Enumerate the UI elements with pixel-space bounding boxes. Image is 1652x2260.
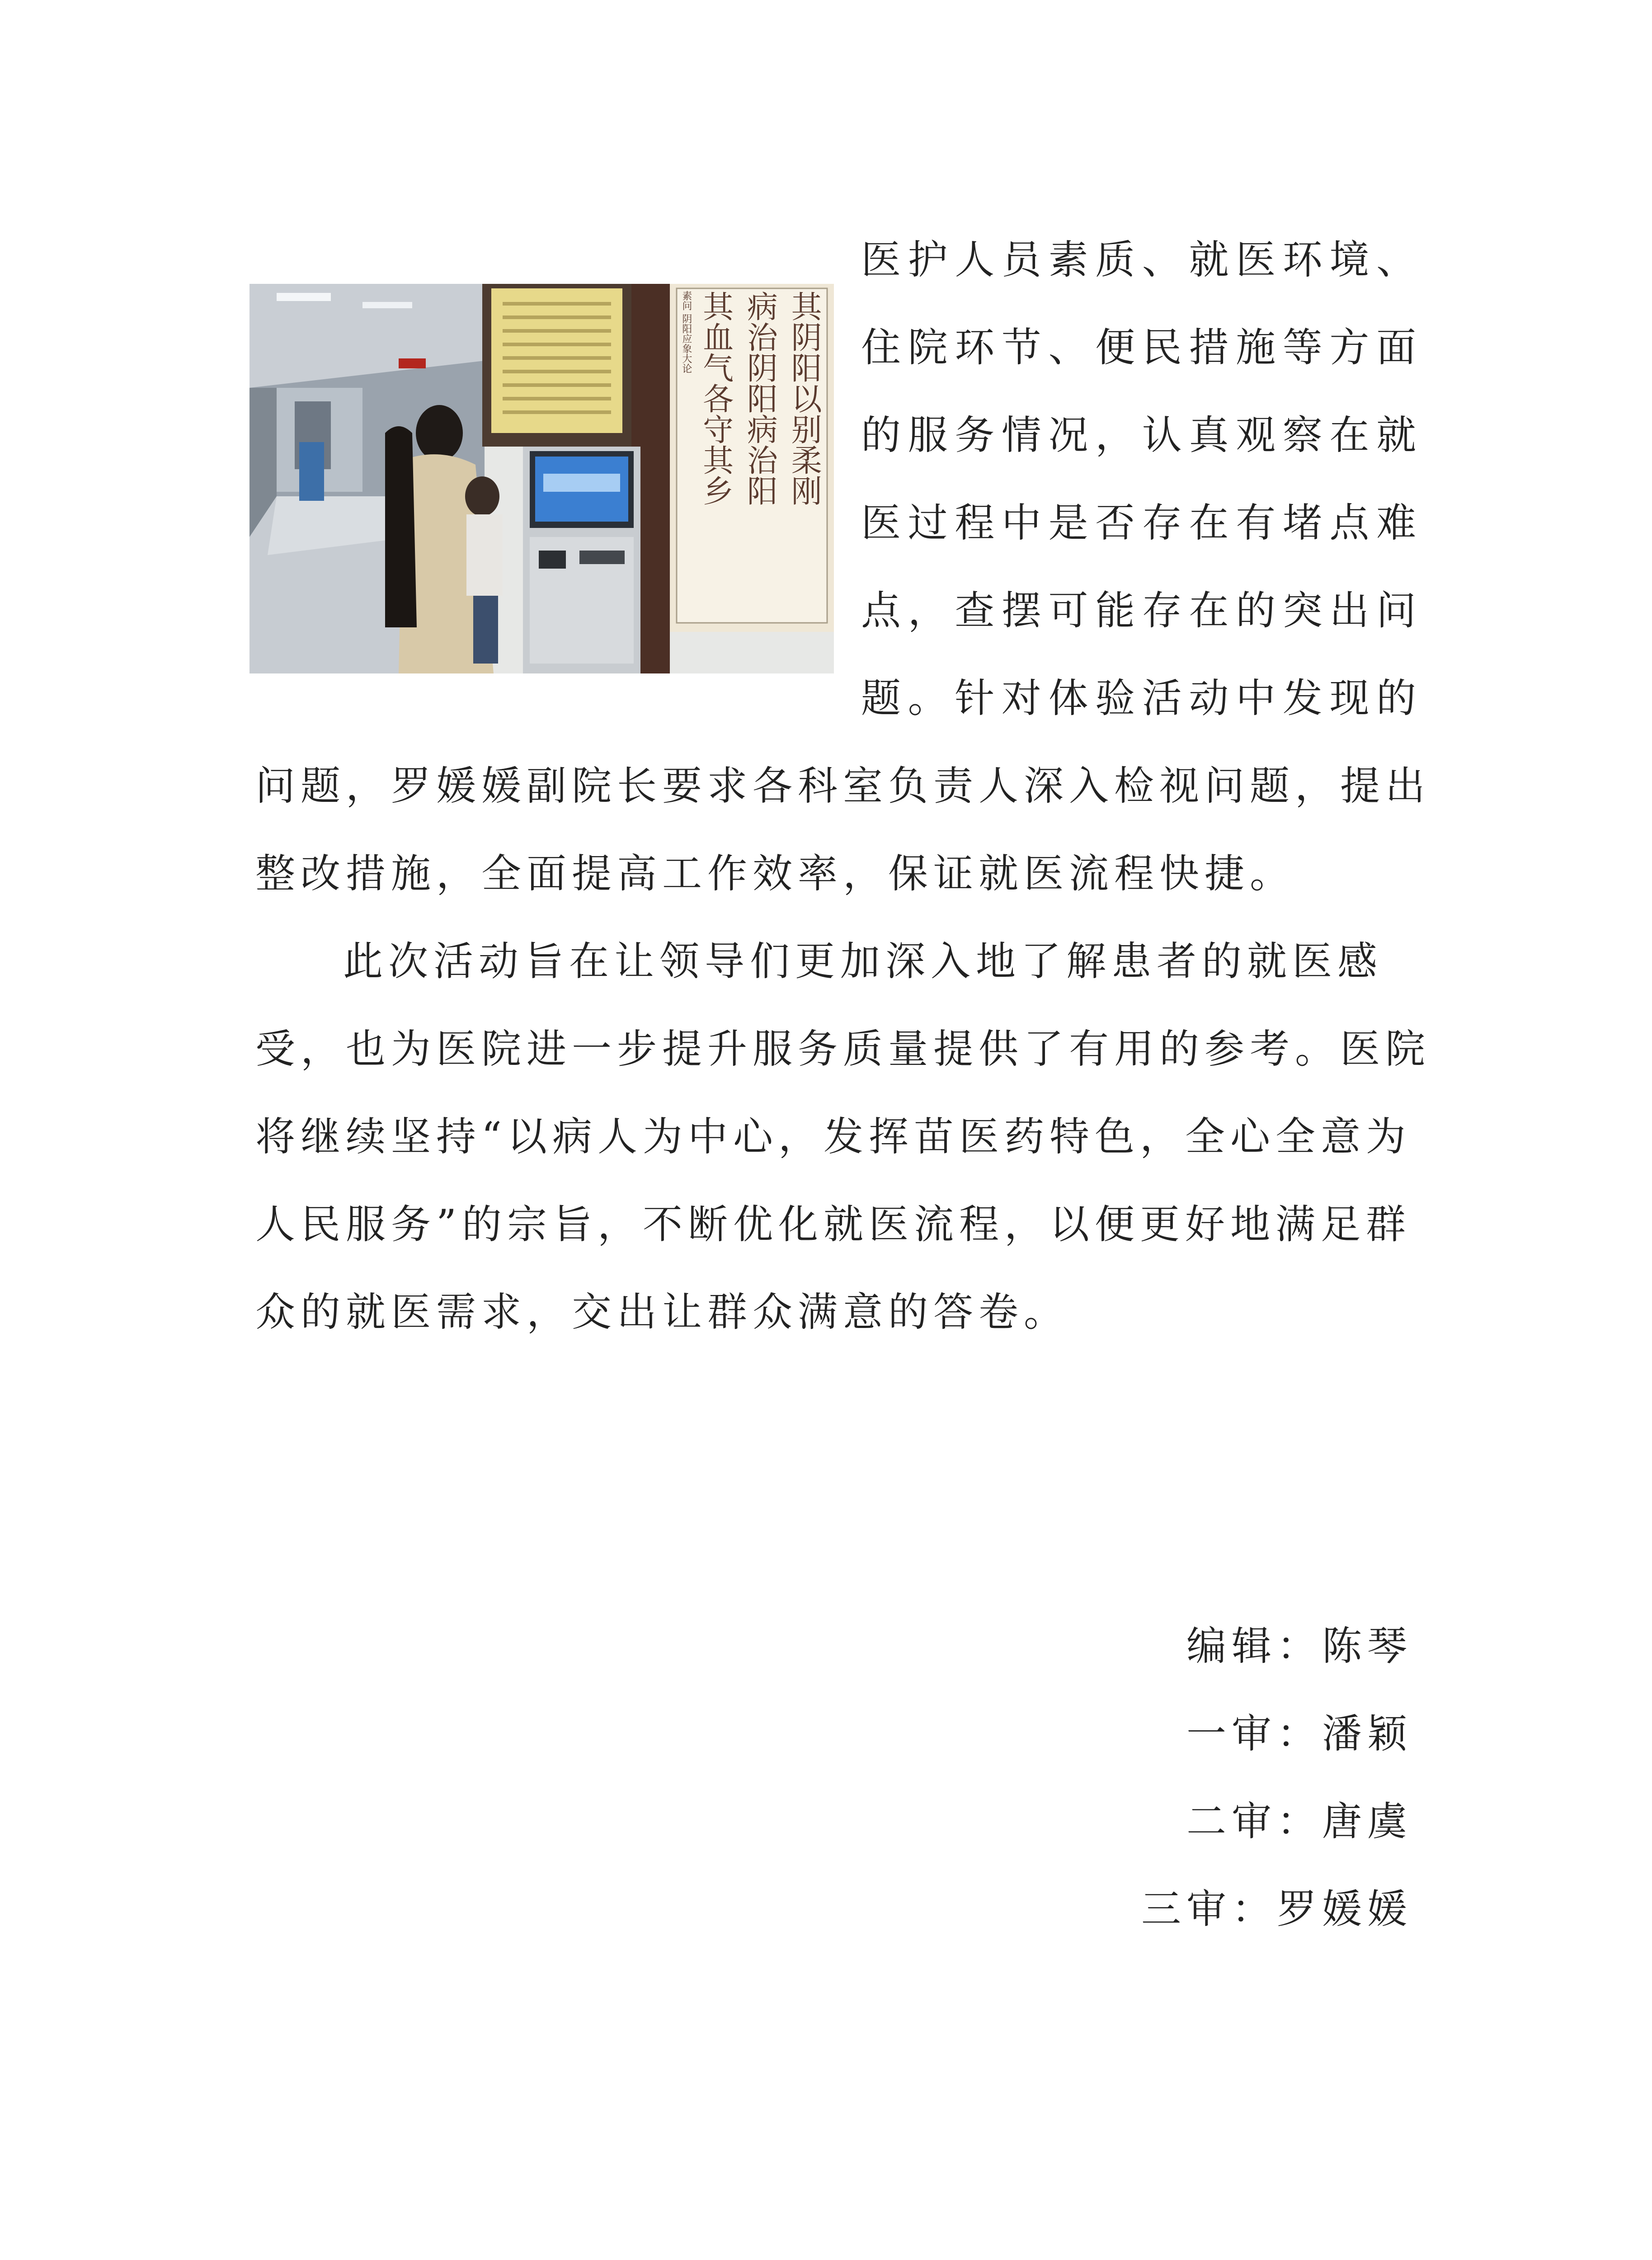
text-line: 此次活动旨在让领导们更加深入地了解患者的就医感: [343, 938, 1383, 984]
third-review-credit: 三审：罗媛媛: [1141, 1886, 1412, 1932]
calligraphy-credit: 素问 阴阳应象大论: [680, 291, 692, 373]
hospital-kiosk-photo: [249, 284, 834, 673]
paragraph-side: [861, 216, 1421, 742]
text-line: 将继续坚持“以病人为中心，发挥苗医药特色，全心全意为: [255, 1113, 1411, 1160]
paragraph-continuation: [255, 742, 1431, 918]
text-line: 问题，罗媛媛副院长要求各科室负责人深入检视问题，提出: [255, 763, 1431, 809]
text-line: 点，查摆可能存在的突出问: [861, 587, 1421, 634]
text-line: 住院环节、便民措施等方面: [861, 324, 1421, 371]
calligraphy-column: 其阴阳以别柔刚: [786, 291, 822, 506]
first-review-credit: 一审：潘颖: [1186, 1710, 1412, 1757]
calligraphy-column: 病治阴阳病治阳: [742, 291, 778, 506]
calligraphy-scroll: [679, 291, 826, 616]
text-line: 题。针对体验活动中发现的: [861, 675, 1421, 721]
editor-credit: 编辑：陈琴: [1186, 1623, 1412, 1669]
second-review-credit: 二审：唐虞: [1186, 1798, 1412, 1845]
text-line: 医过程中是否存在有堵点难: [861, 499, 1421, 546]
text-line: 人民服务”的宗旨，不断优化就医流程，以便更好地满足群: [255, 1201, 1411, 1248]
text-line: 整改措施，全面提高工作效率，保证就医流程快捷。: [255, 850, 1295, 897]
text-line: 众的就医需求，交出让群众满意的答卷。: [255, 1289, 1069, 1335]
text-line: 的服务情况，认真观察在就: [861, 412, 1421, 458]
text-line: 医护人员素质、就医环境、: [861, 236, 1421, 283]
calligraphy-column: 其血气各守其乡: [697, 291, 734, 506]
paragraph-conclusion: [255, 918, 1431, 1356]
credits-block: [1141, 1602, 1412, 1953]
text-line: 受，也为医院进一步提升服务质量提供了有用的参考。医院: [255, 1026, 1431, 1072]
